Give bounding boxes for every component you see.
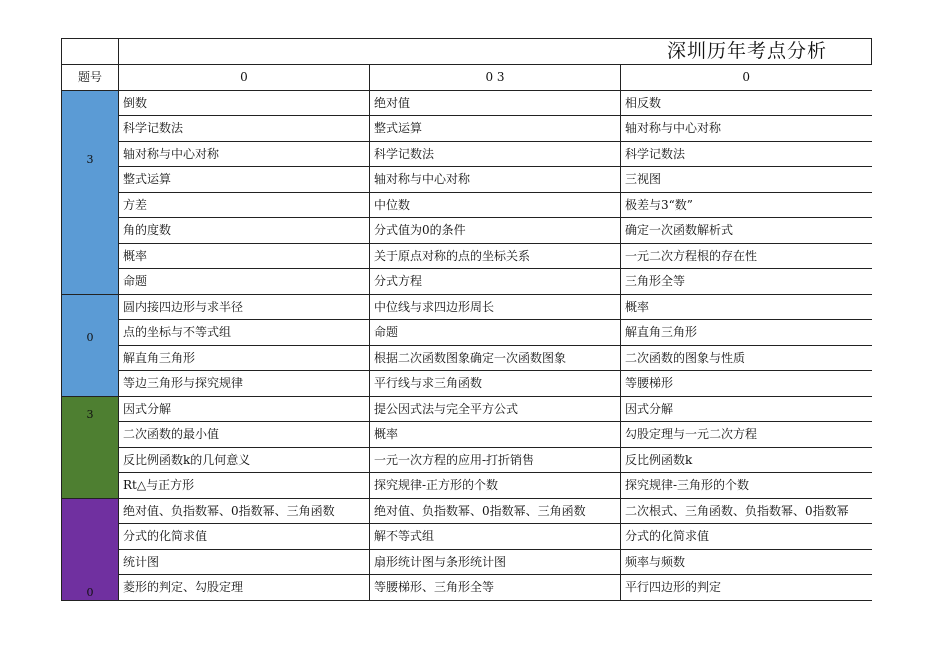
topic-cell[interactable]: 频率与频数 xyxy=(621,549,872,575)
topic-cell[interactable]: 勾股定理与一元二次方程 xyxy=(621,422,872,448)
table-row xyxy=(62,243,872,269)
question-number-cell[interactable]: 0 xyxy=(62,575,119,601)
topic-cell[interactable]: 确定一次函数解析式 xyxy=(621,218,872,244)
topic-cell[interactable]: 根据二次函数图象确定一次函数图象 xyxy=(370,345,621,371)
header-col-2[interactable]: 0 3 xyxy=(370,65,621,91)
topic-cell[interactable]: 分式方程 xyxy=(370,269,621,295)
topic-cell[interactable]: 分式值为0的条件 xyxy=(370,218,621,244)
topic-cell[interactable]: 方差 xyxy=(119,192,370,218)
topic-cell[interactable]: 扇形统计图与条形统计图 xyxy=(370,549,621,575)
table-row xyxy=(62,218,872,244)
topic-cell[interactable]: 因式分解 xyxy=(621,396,872,422)
topic-cell[interactable]: 极差与3“数” xyxy=(621,192,872,218)
table-row xyxy=(62,371,872,397)
topic-cell[interactable]: 探究规律-正方形的个数 xyxy=(370,473,621,499)
table-row xyxy=(62,167,872,193)
table-row xyxy=(62,294,872,320)
sheet-title[interactable]: 深圳历年考点分析 xyxy=(119,39,872,65)
topic-cell[interactable]: 轴对称与中心对称 xyxy=(621,116,872,142)
question-number-cell[interactable] xyxy=(62,269,119,295)
question-number-cell[interactable] xyxy=(62,294,119,320)
topic-cell[interactable]: 平行四边形的判定 xyxy=(621,575,872,601)
question-number-cell[interactable]: 3 xyxy=(62,141,119,167)
table-row xyxy=(62,269,872,295)
topic-cell[interactable]: 轴对称与中心对称 xyxy=(119,141,370,167)
question-number-cell[interactable]: 0 xyxy=(62,320,119,346)
question-number-cell[interactable] xyxy=(62,167,119,193)
topic-cell[interactable]: 倒数 xyxy=(119,90,370,116)
topic-cell[interactable]: 菱形的判定、勾股定理 xyxy=(119,575,370,601)
table-row xyxy=(62,396,872,422)
topic-cell[interactable]: 一元一次方程的应用-打折销售 xyxy=(370,447,621,473)
topic-cell[interactable]: 等腰梯形、三角形全等 xyxy=(370,575,621,601)
question-number-cell[interactable] xyxy=(62,116,119,142)
topic-cell[interactable]: 点的坐标与不等式组 xyxy=(119,320,370,346)
topic-cell[interactable]: 二次函数的图象与性质 xyxy=(621,345,872,371)
topic-cell[interactable]: 概率 xyxy=(119,243,370,269)
table-row xyxy=(62,549,872,575)
topic-cell[interactable]: 反比例函数k xyxy=(621,447,872,473)
topic-cell[interactable]: 绝对值、负指数幂、0指数幂、三角函数 xyxy=(119,498,370,524)
header-col-1[interactable]: 0 xyxy=(119,65,370,91)
topic-table xyxy=(61,38,872,601)
topic-cell[interactable]: 提公因式法与完全平方公式 xyxy=(370,396,621,422)
topic-cell[interactable]: 命题 xyxy=(370,320,621,346)
topic-cell[interactable]: 解直角三角形 xyxy=(119,345,370,371)
topic-cell[interactable]: 科学记数法 xyxy=(621,141,872,167)
topic-cell[interactable]: 三视图 xyxy=(621,167,872,193)
topic-cell[interactable]: 反比例函数k的几何意义 xyxy=(119,447,370,473)
question-number-cell[interactable] xyxy=(62,524,119,550)
table-row xyxy=(62,422,872,448)
topic-cell[interactable]: 整式运算 xyxy=(119,167,370,193)
topic-cell[interactable]: 平行线与求三角函数 xyxy=(370,371,621,397)
question-number-cell[interactable] xyxy=(62,447,119,473)
table-row xyxy=(62,524,872,550)
topic-cell[interactable]: 概率 xyxy=(621,294,872,320)
question-number-cell[interactable] xyxy=(62,422,119,448)
topic-cell[interactable]: 绝对值、负指数幂、0指数幂、三角函数 xyxy=(370,498,621,524)
question-number-cell[interactable] xyxy=(62,371,119,397)
question-number-cell[interactable] xyxy=(62,498,119,524)
topic-cell[interactable]: 统计图 xyxy=(119,549,370,575)
topic-cell[interactable]: 分式的化简求值 xyxy=(621,524,872,550)
header-col-3[interactable]: 0 xyxy=(621,65,872,91)
table-row xyxy=(62,498,872,524)
question-number-cell[interactable] xyxy=(62,345,119,371)
table-row xyxy=(62,192,872,218)
topic-cell[interactable]: 分式的化简求值 xyxy=(119,524,370,550)
question-number-cell[interactable] xyxy=(62,243,119,269)
topic-cell[interactable]: 命题 xyxy=(119,269,370,295)
topic-cell[interactable]: 解直角三角形 xyxy=(621,320,872,346)
topic-cell[interactable]: 概率 xyxy=(370,422,621,448)
topic-cell[interactable]: 中位数 xyxy=(370,192,621,218)
spreadsheet xyxy=(61,38,872,601)
topic-cell[interactable]: 整式运算 xyxy=(370,116,621,142)
topic-cell[interactable]: 轴对称与中心对称 xyxy=(370,167,621,193)
topic-cell[interactable]: 相反数 xyxy=(621,90,872,116)
question-number-cell[interactable] xyxy=(62,192,119,218)
table-row xyxy=(62,447,872,473)
topic-cell[interactable]: 二次函数的最小值 xyxy=(119,422,370,448)
table-row xyxy=(62,90,872,116)
topic-cell[interactable]: 科学记数法 xyxy=(370,141,621,167)
question-number-cell[interactable] xyxy=(62,218,119,244)
header-label[interactable]: 题号 xyxy=(62,65,119,91)
topic-cell[interactable]: 绝对值 xyxy=(370,90,621,116)
header-row xyxy=(62,65,872,91)
topic-cell[interactable]: 等边三角形与探究规律 xyxy=(119,371,370,397)
corner-cell[interactable] xyxy=(62,39,119,65)
question-number-cell[interactable] xyxy=(62,90,119,116)
topic-cell[interactable]: Rt△与正方形 xyxy=(119,473,370,499)
topic-cell[interactable]: 探究规律-三角形的个数 xyxy=(621,473,872,499)
topic-cell[interactable]: 一元二次方程根的存在性 xyxy=(621,243,872,269)
topic-cell[interactable]: 圆内接四边形与求半径 xyxy=(119,294,370,320)
question-number-cell[interactable] xyxy=(62,473,119,499)
table-row xyxy=(62,575,872,601)
table-row xyxy=(62,345,872,371)
topic-cell[interactable]: 关于原点对称的点的坐标关系 xyxy=(370,243,621,269)
table-row xyxy=(62,141,872,167)
topic-cell[interactable]: 科学记数法 xyxy=(119,116,370,142)
topic-cell[interactable]: 解不等式组 xyxy=(370,524,621,550)
topic-cell[interactable]: 等腰梯形 xyxy=(621,371,872,397)
title-row xyxy=(62,39,872,65)
question-number-cell[interactable] xyxy=(62,549,119,575)
topic-cell[interactable]: 二次根式、三角函数、负指数幂、0指数幂 xyxy=(621,498,872,524)
table-row xyxy=(62,320,872,346)
topic-cell[interactable]: 因式分解 xyxy=(119,396,370,422)
topic-cell[interactable]: 角的度数 xyxy=(119,218,370,244)
table-row xyxy=(62,116,872,142)
topic-cell[interactable]: 三角形全等 xyxy=(621,269,872,295)
question-number-cell[interactable]: 3 xyxy=(62,396,119,422)
table-row xyxy=(62,473,872,499)
topic-cell[interactable]: 中位线与求四边形周长 xyxy=(370,294,621,320)
